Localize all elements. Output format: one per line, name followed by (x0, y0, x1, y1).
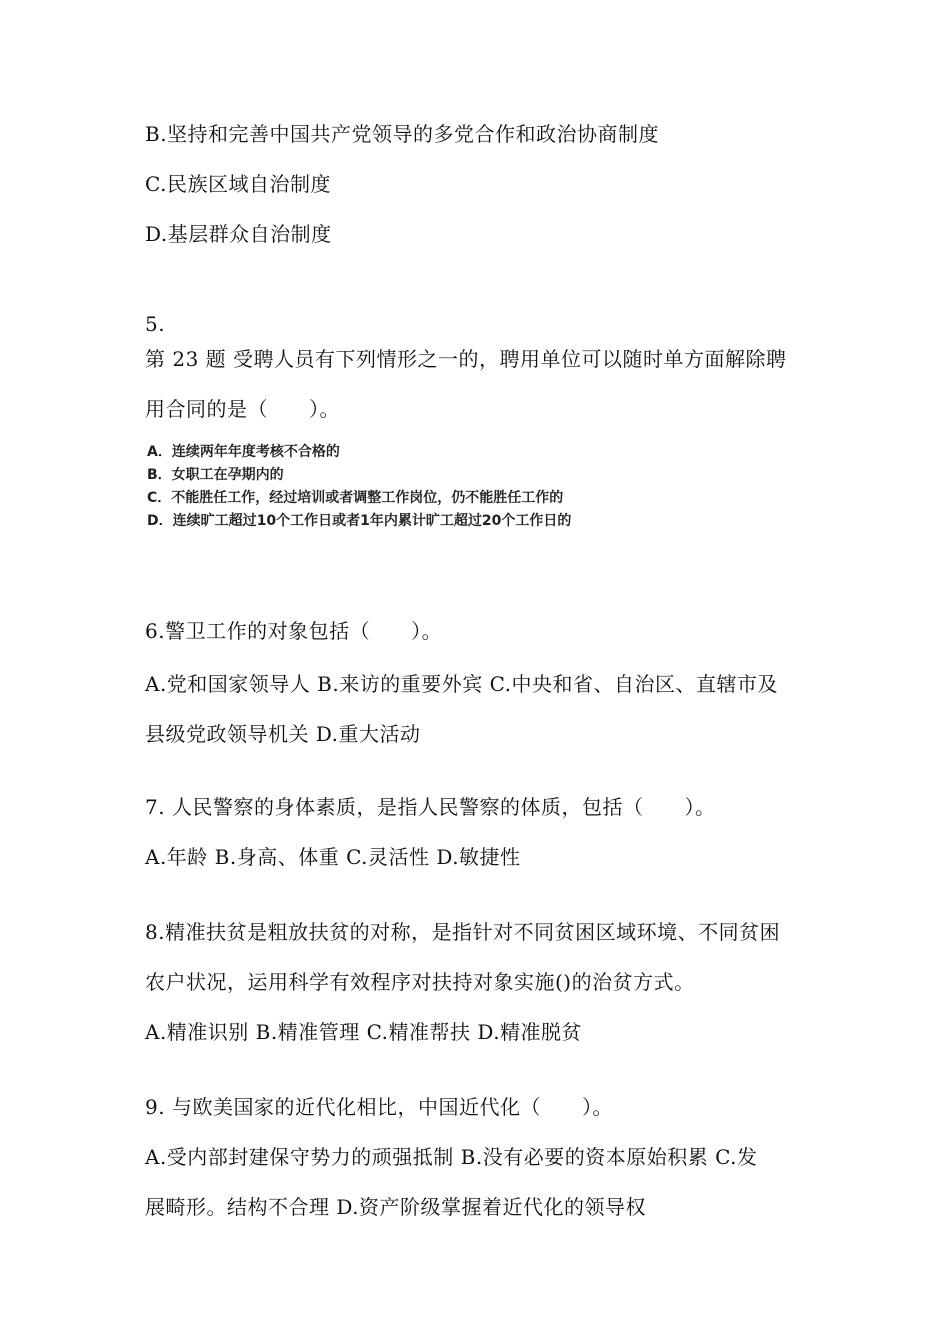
q7-question: 7. 人民警察的身体素质，是指人民警察的体质，包括（ ）。 (145, 795, 716, 819)
q6-options-line2: 县级党政领导机关 D.重大活动 (145, 722, 421, 746)
q5-option-d: D．连续旷工超过10个工作日或者1年内累计旷工超过20个工作日的 (147, 513, 572, 529)
q5-number: 5. (145, 312, 166, 336)
q7-options: A.年龄 B.身高、体重 C.灵活性 D.敏捷性 (145, 845, 521, 869)
q9-options-line2: 展畸形。结构不合理 D.资产阶级掌握着近代化的领导权 (145, 1195, 647, 1219)
q8-question-line1: 8.精准扶贫是粗放扶贫的对称，是指针对不同贫困区域环境、不同贫困 (145, 920, 781, 944)
q9-options-line1: A.受内部封建保守势力的顽强抵制 B.没有必要的资本原始积累 C.发 (145, 1145, 758, 1169)
q4-option-d: D.基层群众自治制度 (145, 222, 332, 246)
q5-question-line2: 用合同的是（ ）。 (145, 397, 340, 421)
q6-question: 6.警卫工作的对象包括（ ）。 (145, 619, 443, 643)
q4-option-c: C.民族区域自治制度 (145, 172, 331, 196)
q9-question: 9. 与欧美国家的近代化相比，中国近代化（ ）。 (145, 1095, 613, 1119)
q8-question-line2: 农户状况，运用科学有效程序对扶持对象实施()的治贫方式。 (145, 970, 695, 994)
q6-options-line1: A.党和国家领导人 B.来访的重要外宾 C.中央和省、自治区、直辖市及 (145, 672, 779, 696)
q4-option-b: B.坚持和完善中国共产党领导的多党合作和政治协商制度 (145, 122, 660, 146)
q5-option-a: A．连续两年年度考核不合格的 (147, 444, 340, 460)
q5-question-line1: 第 23 题 受聘人员有下列情形之一的，聘用单位可以随时单方面解除聘 (145, 347, 787, 371)
q5-option-b: B．女职工在孕期内的 (147, 467, 284, 483)
q5-option-c: C．不能胜任工作，经过培训或者调整工作岗位，仍不能胜任工作的 (147, 490, 564, 506)
q8-options: A.精准识别 B.精准管理 C.精准帮扶 D.精准脱贫 (145, 1020, 583, 1044)
q5-options-image (147, 441, 667, 539)
